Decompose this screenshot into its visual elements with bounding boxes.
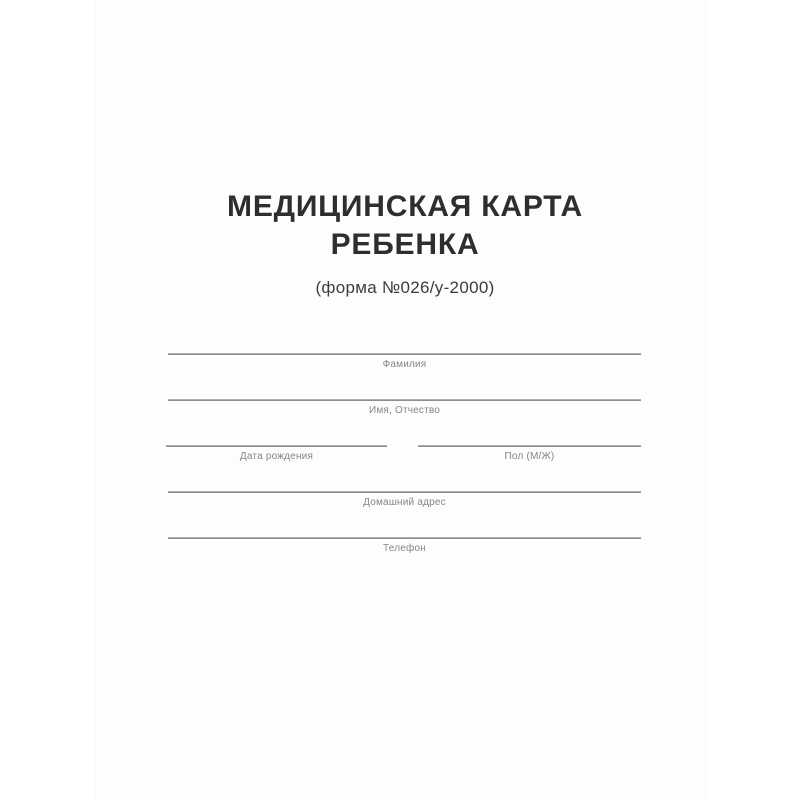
title-block bbox=[100, 188, 710, 298]
birthdate-field-label: Дата рождения bbox=[239, 451, 314, 462]
sex-field-label: Пол (М/Ж) bbox=[504, 451, 555, 462]
surname-blank-line bbox=[168, 353, 641, 355]
phone-field-label: Телефон bbox=[383, 543, 426, 554]
document-title-line2: РЕБЕНКА bbox=[330, 228, 480, 261]
home-address-field-label: Домашний адрес bbox=[363, 497, 446, 508]
document-title-line1: МЕДИЦИНСКАЯ КАРТА bbox=[227, 190, 583, 223]
birthdate-blank-line bbox=[166, 445, 387, 447]
phone-blank-line bbox=[168, 537, 641, 539]
form-number-subtitle: (форма №026/у-2000) bbox=[315, 278, 495, 297]
firstname-patronymic-blank-line bbox=[168, 399, 641, 401]
sex-blank-line bbox=[418, 445, 641, 447]
firstname-patronymic-field-label: Имя, Отчество bbox=[368, 405, 441, 416]
surname-field-label: Фамилия bbox=[382, 359, 427, 370]
home-address-blank-line bbox=[168, 491, 641, 493]
